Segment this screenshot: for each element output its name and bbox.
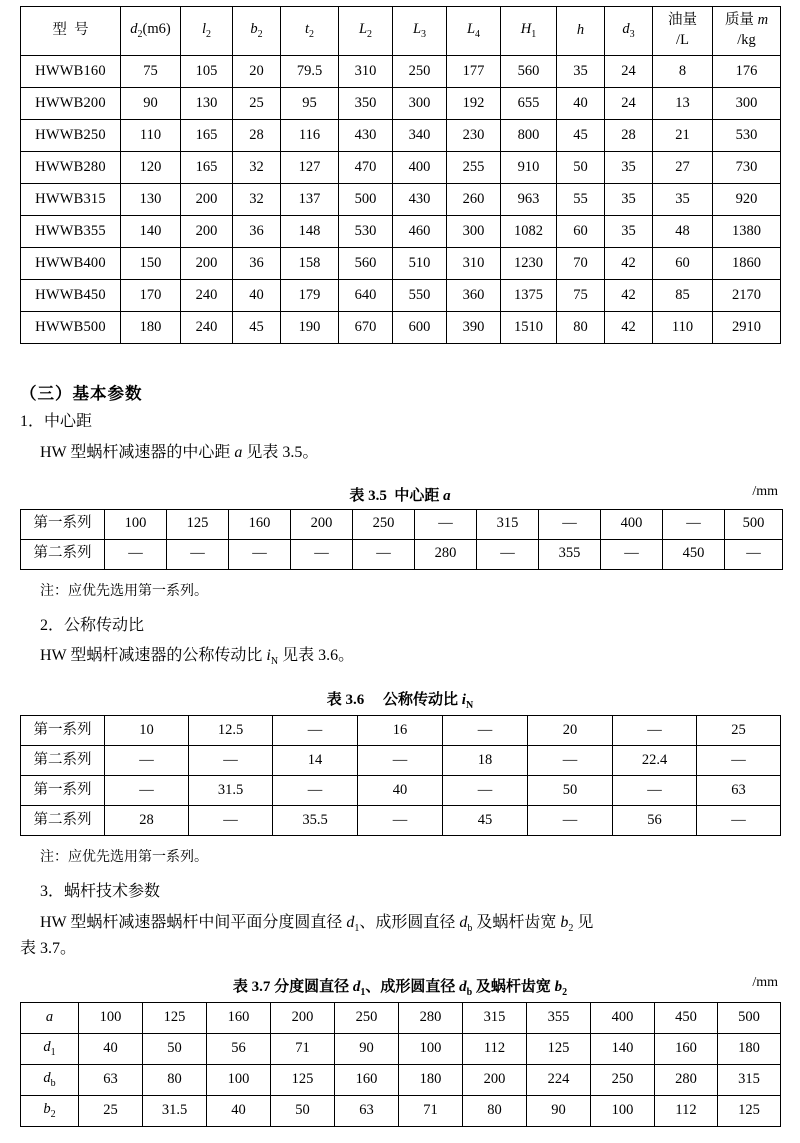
cell-value: 80 <box>463 1096 527 1127</box>
cell-value: 35 <box>557 56 605 88</box>
col-header-t2: $t_2$ <box>281 7 339 56</box>
cell-value: 1380 <box>713 216 781 248</box>
cell-value: 25 <box>697 716 781 746</box>
cell-value: 179 <box>281 280 339 312</box>
cell-value: 36 <box>233 216 281 248</box>
cell-value: 500 <box>718 1003 781 1034</box>
cell-value: 125 <box>271 1065 335 1096</box>
row-label: $b_2$ <box>21 1096 79 1127</box>
cell-model: HWWB250 <box>21 120 121 152</box>
row-label: 第一系列 <box>21 776 105 806</box>
cell-value: 2170 <box>713 280 781 312</box>
table35-note: 注：应优先选用第一系列。 <box>40 583 208 599</box>
cell-value: 45 <box>443 806 528 836</box>
item1-text: HW 型蜗杆减速器的中心距 a 见表 3.5。 <box>40 443 319 461</box>
cell-value: 315 <box>463 1003 527 1034</box>
cell-value: — <box>613 716 697 746</box>
cell-value: 177 <box>447 56 501 88</box>
cell-value: 165 <box>181 152 233 184</box>
cell-value: 430 <box>339 120 393 152</box>
cell-value: 60 <box>557 216 605 248</box>
cell-value: 160 <box>207 1003 271 1034</box>
cell-value: 200 <box>291 509 353 539</box>
row-label: 第二系列 <box>21 746 105 776</box>
item3-text-line1: HW 型蜗杆减速器蜗杆中间平面分度圆直径 $d_1$、成形圆直径 $d_b$ 及蜗杆齿宽 $b_2$ 见 <box>40 913 594 935</box>
cell-value: 127 <box>281 152 339 184</box>
table-row <box>21 152 781 184</box>
cell-value: 125 <box>718 1096 781 1127</box>
table-row <box>21 1096 781 1127</box>
cell-model: HWWB450 <box>21 280 121 312</box>
table-3-6-transmission-ratio <box>20 715 781 836</box>
col-header-d3: $d_3$ <box>605 7 653 56</box>
table-row <box>21 509 783 539</box>
cell-value: — <box>291 539 353 569</box>
cell-value: 910 <box>501 152 557 184</box>
cell-value: 1510 <box>501 312 557 344</box>
cell-value: 24 <box>605 88 653 120</box>
table-row <box>21 1003 781 1034</box>
cell-value: 255 <box>447 152 501 184</box>
cell-value: 31.5 <box>143 1096 207 1127</box>
cell-value: 130 <box>121 184 181 216</box>
cell-value: 100 <box>399 1034 463 1065</box>
table-row <box>21 1065 781 1096</box>
cell-value: 250 <box>335 1003 399 1034</box>
cell-value: 28 <box>605 120 653 152</box>
cell-value: 112 <box>655 1096 718 1127</box>
item1-title: 1．中心距 <box>20 413 93 430</box>
cell-value: 176 <box>713 56 781 88</box>
cell-value: — <box>273 716 358 746</box>
cell-value: 300 <box>713 88 781 120</box>
cell-value: 90 <box>121 88 181 120</box>
cell-value: 90 <box>527 1096 591 1127</box>
cell-value: 28 <box>105 806 189 836</box>
cell-value: 63 <box>335 1096 399 1127</box>
cell-value: 140 <box>591 1034 655 1065</box>
cell-value: 63 <box>697 776 781 806</box>
cell-value: 40 <box>233 280 281 312</box>
cell-value: 150 <box>121 248 181 280</box>
cell-value: 500 <box>339 184 393 216</box>
table-row <box>21 88 781 120</box>
main-spec-table <box>20 6 781 344</box>
cell-value: 85 <box>653 280 713 312</box>
table36-caption: 表 3.6 公称传动比 $i_N$ <box>326 692 474 712</box>
cell-value: 100 <box>207 1065 271 1096</box>
col-header-l2: $l_2$ <box>181 7 233 56</box>
cell-model: HWWB355 <box>21 216 121 248</box>
cell-value: — <box>189 806 273 836</box>
cell-value: — <box>477 539 539 569</box>
table-row <box>21 746 781 776</box>
cell-value: 160 <box>229 509 291 539</box>
cell-value: 355 <box>539 539 601 569</box>
cell-value: 560 <box>501 56 557 88</box>
cell-value: 640 <box>339 280 393 312</box>
cell-value: 35 <box>605 184 653 216</box>
cell-value: — <box>613 776 697 806</box>
cell-value: 360 <box>447 280 501 312</box>
cell-value: 8 <box>653 56 713 88</box>
cell-value: — <box>663 509 725 539</box>
document-page <box>0 6 800 1143</box>
cell-value: — <box>105 746 189 776</box>
cell-value: 355 <box>527 1003 591 1034</box>
cell-value: 280 <box>655 1065 718 1096</box>
cell-value: 125 <box>527 1034 591 1065</box>
table-row <box>21 280 781 312</box>
cell-value: 240 <box>181 280 233 312</box>
col-header-model: 型 号 <box>21 7 121 56</box>
item2-text: HW 型蜗杆减速器的公称传动比 $i_N$ 见表 3.6。 <box>40 647 355 668</box>
col-header-H1: $H_1$ <box>501 7 557 56</box>
cell-value: 10 <box>105 716 189 746</box>
table37-unit: /mm <box>752 975 778 991</box>
cell-value: 80 <box>143 1065 207 1096</box>
cell-value: 400 <box>393 152 447 184</box>
cell-value: 224 <box>527 1065 591 1096</box>
cell-value: 70 <box>557 248 605 280</box>
cell-value: 35 <box>653 184 713 216</box>
cell-value: 20 <box>233 56 281 88</box>
cell-value: 400 <box>591 1003 655 1034</box>
cell-value: 192 <box>447 88 501 120</box>
cell-value: — <box>539 509 601 539</box>
cell-value: 158 <box>281 248 339 280</box>
cell-value: 35 <box>605 216 653 248</box>
cell-value: 280 <box>399 1003 463 1034</box>
cell-value: 240 <box>181 312 233 344</box>
table-row <box>21 312 781 344</box>
cell-value: 530 <box>713 120 781 152</box>
cell-value: 50 <box>528 776 613 806</box>
col-header-mass: 质量 m /kg <box>713 7 781 56</box>
cell-value: 315 <box>477 509 539 539</box>
cell-value: — <box>443 776 528 806</box>
cell-value: 200 <box>181 184 233 216</box>
cell-value: 110 <box>121 120 181 152</box>
cell-value: 125 <box>143 1003 207 1034</box>
table35-caption-row <box>0 484 800 505</box>
cell-value: 137 <box>281 184 339 216</box>
cell-value: 125 <box>167 509 229 539</box>
cell-value: 400 <box>601 509 663 539</box>
cell-value: — <box>189 746 273 776</box>
cell-value: 510 <box>393 248 447 280</box>
cell-value: 35.5 <box>273 806 358 836</box>
cell-value: 310 <box>447 248 501 280</box>
cell-model: HWWB315 <box>21 184 121 216</box>
cell-value: 100 <box>79 1003 143 1034</box>
cell-value: — <box>167 539 229 569</box>
cell-value: — <box>528 746 613 776</box>
col-header-h: h <box>557 7 605 56</box>
cell-value: — <box>229 539 291 569</box>
table37-caption-row <box>0 975 800 998</box>
cell-value: 300 <box>447 216 501 248</box>
table-row <box>21 56 781 88</box>
cell-value: 75 <box>557 280 605 312</box>
cell-value: 250 <box>393 56 447 88</box>
col-header-L3: $L_3$ <box>393 7 447 56</box>
col-header-d2: $d_2(m6)$ <box>121 7 181 56</box>
cell-model: HWWB500 <box>21 312 121 344</box>
cell-value: 25 <box>233 88 281 120</box>
cell-value: 2910 <box>713 312 781 344</box>
cell-value: 50 <box>143 1034 207 1065</box>
row-label: $d_b$ <box>21 1065 79 1096</box>
cell-value: 470 <box>339 152 393 184</box>
cell-value: 160 <box>655 1034 718 1065</box>
cell-value: 560 <box>339 248 393 280</box>
cell-value: 148 <box>281 216 339 248</box>
cell-value: 165 <box>181 120 233 152</box>
cell-value: 18 <box>443 746 528 776</box>
cell-value: 80 <box>557 312 605 344</box>
cell-value: 200 <box>181 248 233 280</box>
cell-value: 140 <box>121 216 181 248</box>
cell-value: 180 <box>399 1065 463 1096</box>
cell-model: HWWB280 <box>21 152 121 184</box>
table35-caption: 表 3.5 中心距 a <box>349 487 451 504</box>
cell-value: 920 <box>713 184 781 216</box>
cell-value: 42 <box>605 280 653 312</box>
cell-value: 50 <box>271 1096 335 1127</box>
table-row <box>21 120 781 152</box>
cell-value: 45 <box>557 120 605 152</box>
cell-value: 71 <box>271 1034 335 1065</box>
cell-value: — <box>697 746 781 776</box>
cell-value: 25 <box>79 1096 143 1127</box>
col-header-L4: $L_4$ <box>447 7 501 56</box>
cell-value: 130 <box>181 88 233 120</box>
cell-value: 230 <box>447 120 501 152</box>
cell-value: 13 <box>653 88 713 120</box>
cell-value: 800 <box>501 120 557 152</box>
cell-value: 35 <box>605 152 653 184</box>
row-label: a <box>21 1003 79 1034</box>
cell-value: 730 <box>713 152 781 184</box>
cell-value: 430 <box>393 184 447 216</box>
cell-value: — <box>358 746 443 776</box>
cell-value: 90 <box>335 1034 399 1065</box>
cell-value: 1860 <box>713 248 781 280</box>
cell-value: 40 <box>207 1096 271 1127</box>
cell-value: 110 <box>653 312 713 344</box>
table35-unit: /mm <box>752 483 778 499</box>
cell-value: 79.5 <box>281 56 339 88</box>
cell-value: 200 <box>271 1003 335 1034</box>
cell-value: 1230 <box>501 248 557 280</box>
cell-value: 22.4 <box>613 746 697 776</box>
cell-value: 36 <box>233 248 281 280</box>
col-header-L2: $L_2$ <box>339 7 393 56</box>
cell-value: 21 <box>653 120 713 152</box>
table-row <box>21 1034 781 1065</box>
cell-value: — <box>105 539 167 569</box>
row-label: $d_1$ <box>21 1034 79 1065</box>
cell-value: 340 <box>393 120 447 152</box>
table-row <box>21 716 781 746</box>
cell-value: 48 <box>653 216 713 248</box>
cell-value: 116 <box>281 120 339 152</box>
cell-value: 1375 <box>501 280 557 312</box>
table-row <box>21 184 781 216</box>
table-row <box>21 539 783 569</box>
cell-value: 28 <box>233 120 281 152</box>
cell-value: 40 <box>358 776 443 806</box>
cell-value: 390 <box>447 312 501 344</box>
cell-value: 40 <box>557 88 605 120</box>
col-header-b2: $b_2$ <box>233 7 281 56</box>
cell-value: 42 <box>605 248 653 280</box>
cell-value: — <box>358 806 443 836</box>
item3-title: 3．蜗杆技术参数 <box>40 883 161 901</box>
cell-value: 12.5 <box>189 716 273 746</box>
cell-value: 200 <box>463 1065 527 1096</box>
cell-value: — <box>601 539 663 569</box>
cell-value: 31.5 <box>189 776 273 806</box>
cell-value: 50 <box>557 152 605 184</box>
cell-value: 300 <box>393 88 447 120</box>
row-label: 第二系列 <box>21 806 105 836</box>
cell-value: 55 <box>557 184 605 216</box>
table-row <box>21 776 781 806</box>
cell-value: 16 <box>358 716 443 746</box>
table-header-row <box>21 7 781 56</box>
cell-value: — <box>273 776 358 806</box>
table-row <box>21 806 781 836</box>
cell-value: — <box>697 806 781 836</box>
cell-value: 56 <box>613 806 697 836</box>
cell-value: 280 <box>415 539 477 569</box>
cell-value: 20 <box>528 716 613 746</box>
cell-value: 45 <box>233 312 281 344</box>
cell-value: 32 <box>233 152 281 184</box>
row-label: 第一系列 <box>21 716 105 746</box>
cell-value: 120 <box>121 152 181 184</box>
cell-value: — <box>415 509 477 539</box>
cell-value: 250 <box>591 1065 655 1096</box>
cell-value: 1082 <box>501 216 557 248</box>
cell-value: 40 <box>79 1034 143 1065</box>
cell-value: 95 <box>281 88 339 120</box>
row-label: 第一系列 <box>21 509 105 539</box>
cell-model: HWWB160 <box>21 56 121 88</box>
item3-text-line2: 表 3.7。 <box>20 939 77 957</box>
cell-value: 500 <box>725 509 783 539</box>
cell-value: 63 <box>79 1065 143 1096</box>
cell-value: 670 <box>339 312 393 344</box>
cell-value: 550 <box>393 280 447 312</box>
table-row <box>21 248 781 280</box>
cell-value: 105 <box>181 56 233 88</box>
cell-value: 180 <box>121 312 181 344</box>
cell-value: 260 <box>447 184 501 216</box>
cell-value: 180 <box>718 1034 781 1065</box>
cell-value: — <box>105 776 189 806</box>
cell-value: 56 <box>207 1034 271 1065</box>
cell-value: 75 <box>121 56 181 88</box>
col-header-oil: 油量 /L <box>653 7 713 56</box>
cell-value: 460 <box>393 216 447 248</box>
cell-value: 160 <box>335 1065 399 1096</box>
cell-value: 112 <box>463 1034 527 1065</box>
row-label: 第二系列 <box>21 539 105 569</box>
table36-caption-row <box>0 688 800 711</box>
cell-model: HWWB400 <box>21 248 121 280</box>
cell-value: 27 <box>653 152 713 184</box>
cell-value: 315 <box>718 1065 781 1096</box>
cell-value: 450 <box>655 1003 718 1034</box>
cell-value: 71 <box>399 1096 463 1127</box>
cell-value: 32 <box>233 184 281 216</box>
cell-value: 250 <box>353 509 415 539</box>
cell-value: 24 <box>605 56 653 88</box>
cell-value: — <box>353 539 415 569</box>
cell-value: 600 <box>393 312 447 344</box>
table-row <box>21 216 781 248</box>
cell-value: 655 <box>501 88 557 120</box>
table36-note: 注：应优先选用第一系列。 <box>40 850 208 866</box>
cell-value: 450 <box>663 539 725 569</box>
cell-value: 100 <box>591 1096 655 1127</box>
cell-value: 200 <box>181 216 233 248</box>
cell-value: — <box>528 806 613 836</box>
table-3-5-center-distance <box>20 509 783 570</box>
cell-value: 170 <box>121 280 181 312</box>
cell-value: 310 <box>339 56 393 88</box>
cell-value: — <box>443 716 528 746</box>
cell-value: 350 <box>339 88 393 120</box>
cell-value: — <box>725 539 783 569</box>
item2-title: 2．公称传动比 <box>40 616 145 634</box>
cell-value: 60 <box>653 248 713 280</box>
cell-value: 530 <box>339 216 393 248</box>
cell-value: 42 <box>605 312 653 344</box>
cell-value: 100 <box>105 509 167 539</box>
table37-caption: 表 3.7 分度圆直径 $d_1$、成形圆直径 $d_b$ 及蜗杆齿宽 $b_2$ <box>232 979 568 999</box>
table-3-7-diameters <box>20 1002 781 1127</box>
cell-model: HWWB200 <box>21 88 121 120</box>
cell-value: 14 <box>273 746 358 776</box>
cell-value: 190 <box>281 312 339 344</box>
cell-value: 963 <box>501 184 557 216</box>
section-heading: （三）基本参数 <box>20 384 143 403</box>
